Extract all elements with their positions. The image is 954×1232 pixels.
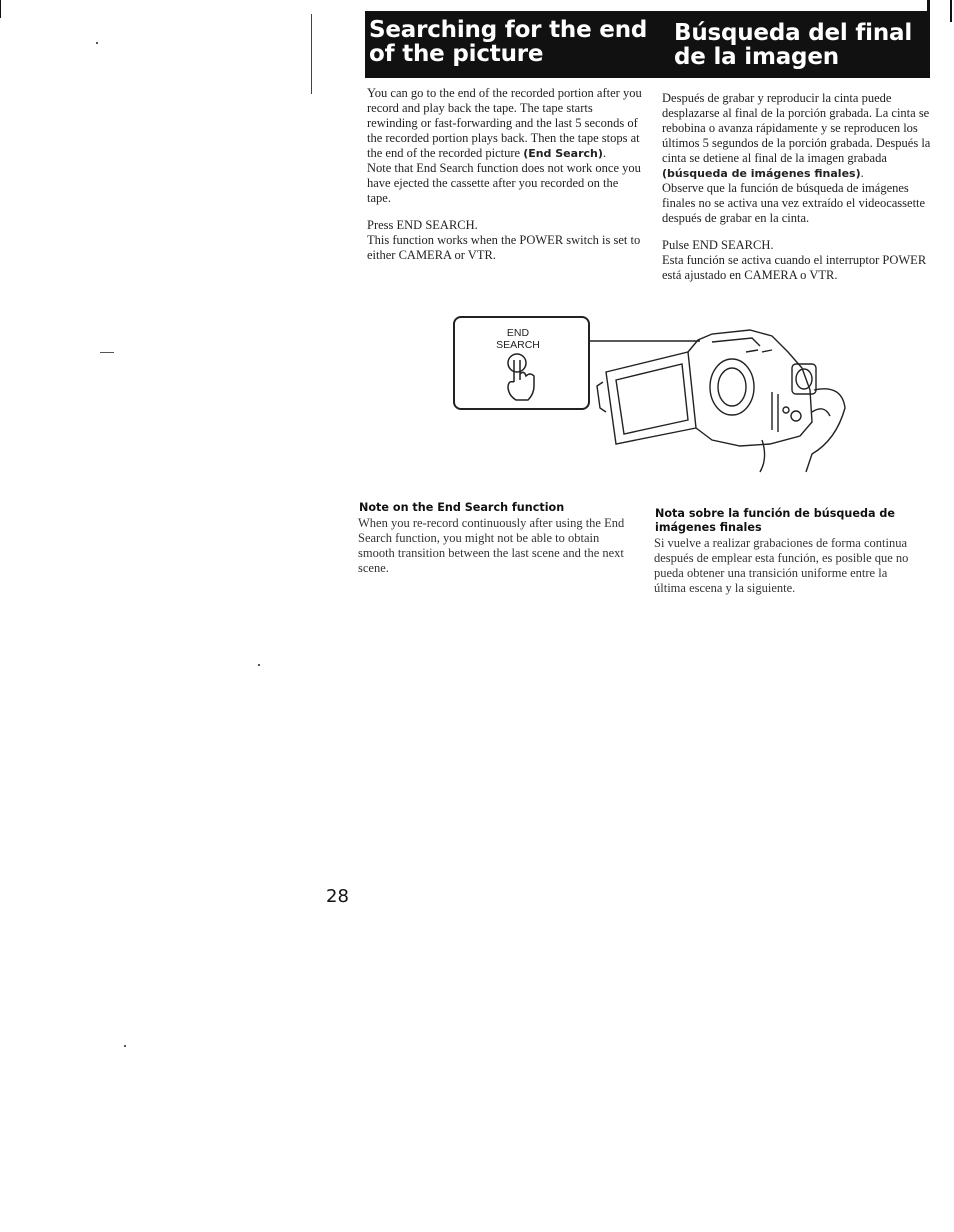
step-note: Esta función se activa cuando el interruptor POWER está ajustado en CAMERA o VTR. <box>662 253 927 282</box>
page-edge-mark <box>950 0 952 22</box>
margin-rule <box>311 14 312 94</box>
title-line: of the picture <box>369 41 544 67</box>
intro-bold: (búsqueda de imágenes finales) <box>662 167 861 180</box>
note-heading-spanish: Nota sobre la función de búsqueda de imágenes finales <box>655 507 896 534</box>
scan-mark <box>124 1045 126 1047</box>
end-search-button-label <box>488 327 548 351</box>
intro-text: You can go to the end of the recorded portion after you record and play back the tape. The tape starts rewinding or fast-forwarding and the last 5 seconds of the recorded portion plays back. Then the tape stops at the end of the recorded picture <box>367 86 642 160</box>
step-instruction: Press END SEARCH. <box>367 218 478 232</box>
ejected-note: Note that End Search function does not work once you have ejected the cassette after you recorded on the tape. <box>367 161 641 205</box>
scan-mark <box>100 352 114 353</box>
title-line: Búsqueda del final <box>674 20 913 46</box>
intro-paragraph <box>662 91 937 181</box>
hand-icon <box>806 389 845 472</box>
intro-paragraph <box>367 86 645 161</box>
button-label-line: END <box>506 327 530 339</box>
spanish-column <box>662 91 937 283</box>
step-note: This function works when the POWER switch is set to either CAMERA or VTR. <box>367 233 641 262</box>
section-title-spanish <box>674 21 912 69</box>
page-edge-mark <box>0 0 1 18</box>
scan-mark <box>96 42 98 44</box>
camcorder-body-icon <box>688 330 812 446</box>
pressing-finger-icon <box>500 352 542 402</box>
note-heading-english: Note on the End Search function <box>359 501 565 514</box>
section-title-english <box>369 18 647 66</box>
intro-end: . <box>602 146 606 160</box>
note-body-spanish: Si vuelve a realizar grabaciones de forma continua después de emplear esta función, es posible que no pueda obtener una transición uniforme entre la última escena y la siguiente. <box>654 536 909 595</box>
ejected-note: Observe que la función de búsqueda de imágenes finales no se activa una vez extraído el videocassette después de grabar en la cinta. <box>662 181 926 225</box>
step-instruction: Pulse END SEARCH. <box>662 238 774 252</box>
title-line: Searching for the end <box>369 17 648 43</box>
page-number: 28 <box>326 886 349 907</box>
intro-end: . <box>860 166 864 180</box>
note-body-english: When you re-record continuously after using the End Search function, you might not be able to obtain smooth transition between the last scene and the next scene. <box>358 516 625 575</box>
intro-text: Después de grabar y reproducir la cinta puede desplazarse al final de la porción grabada. La cinta se rebobina o avanza rápidamente y se reproducen los últimos 5 segundos de la porción grabada. Después la cinta se detiene al final de la imagen grabada <box>662 91 931 165</box>
english-column <box>367 86 645 263</box>
title-line: de la imagen <box>674 44 839 70</box>
scan-mark <box>258 664 260 666</box>
button-label-line: SEARCH <box>496 339 540 351</box>
intro-bold: (End Search) <box>523 147 603 160</box>
